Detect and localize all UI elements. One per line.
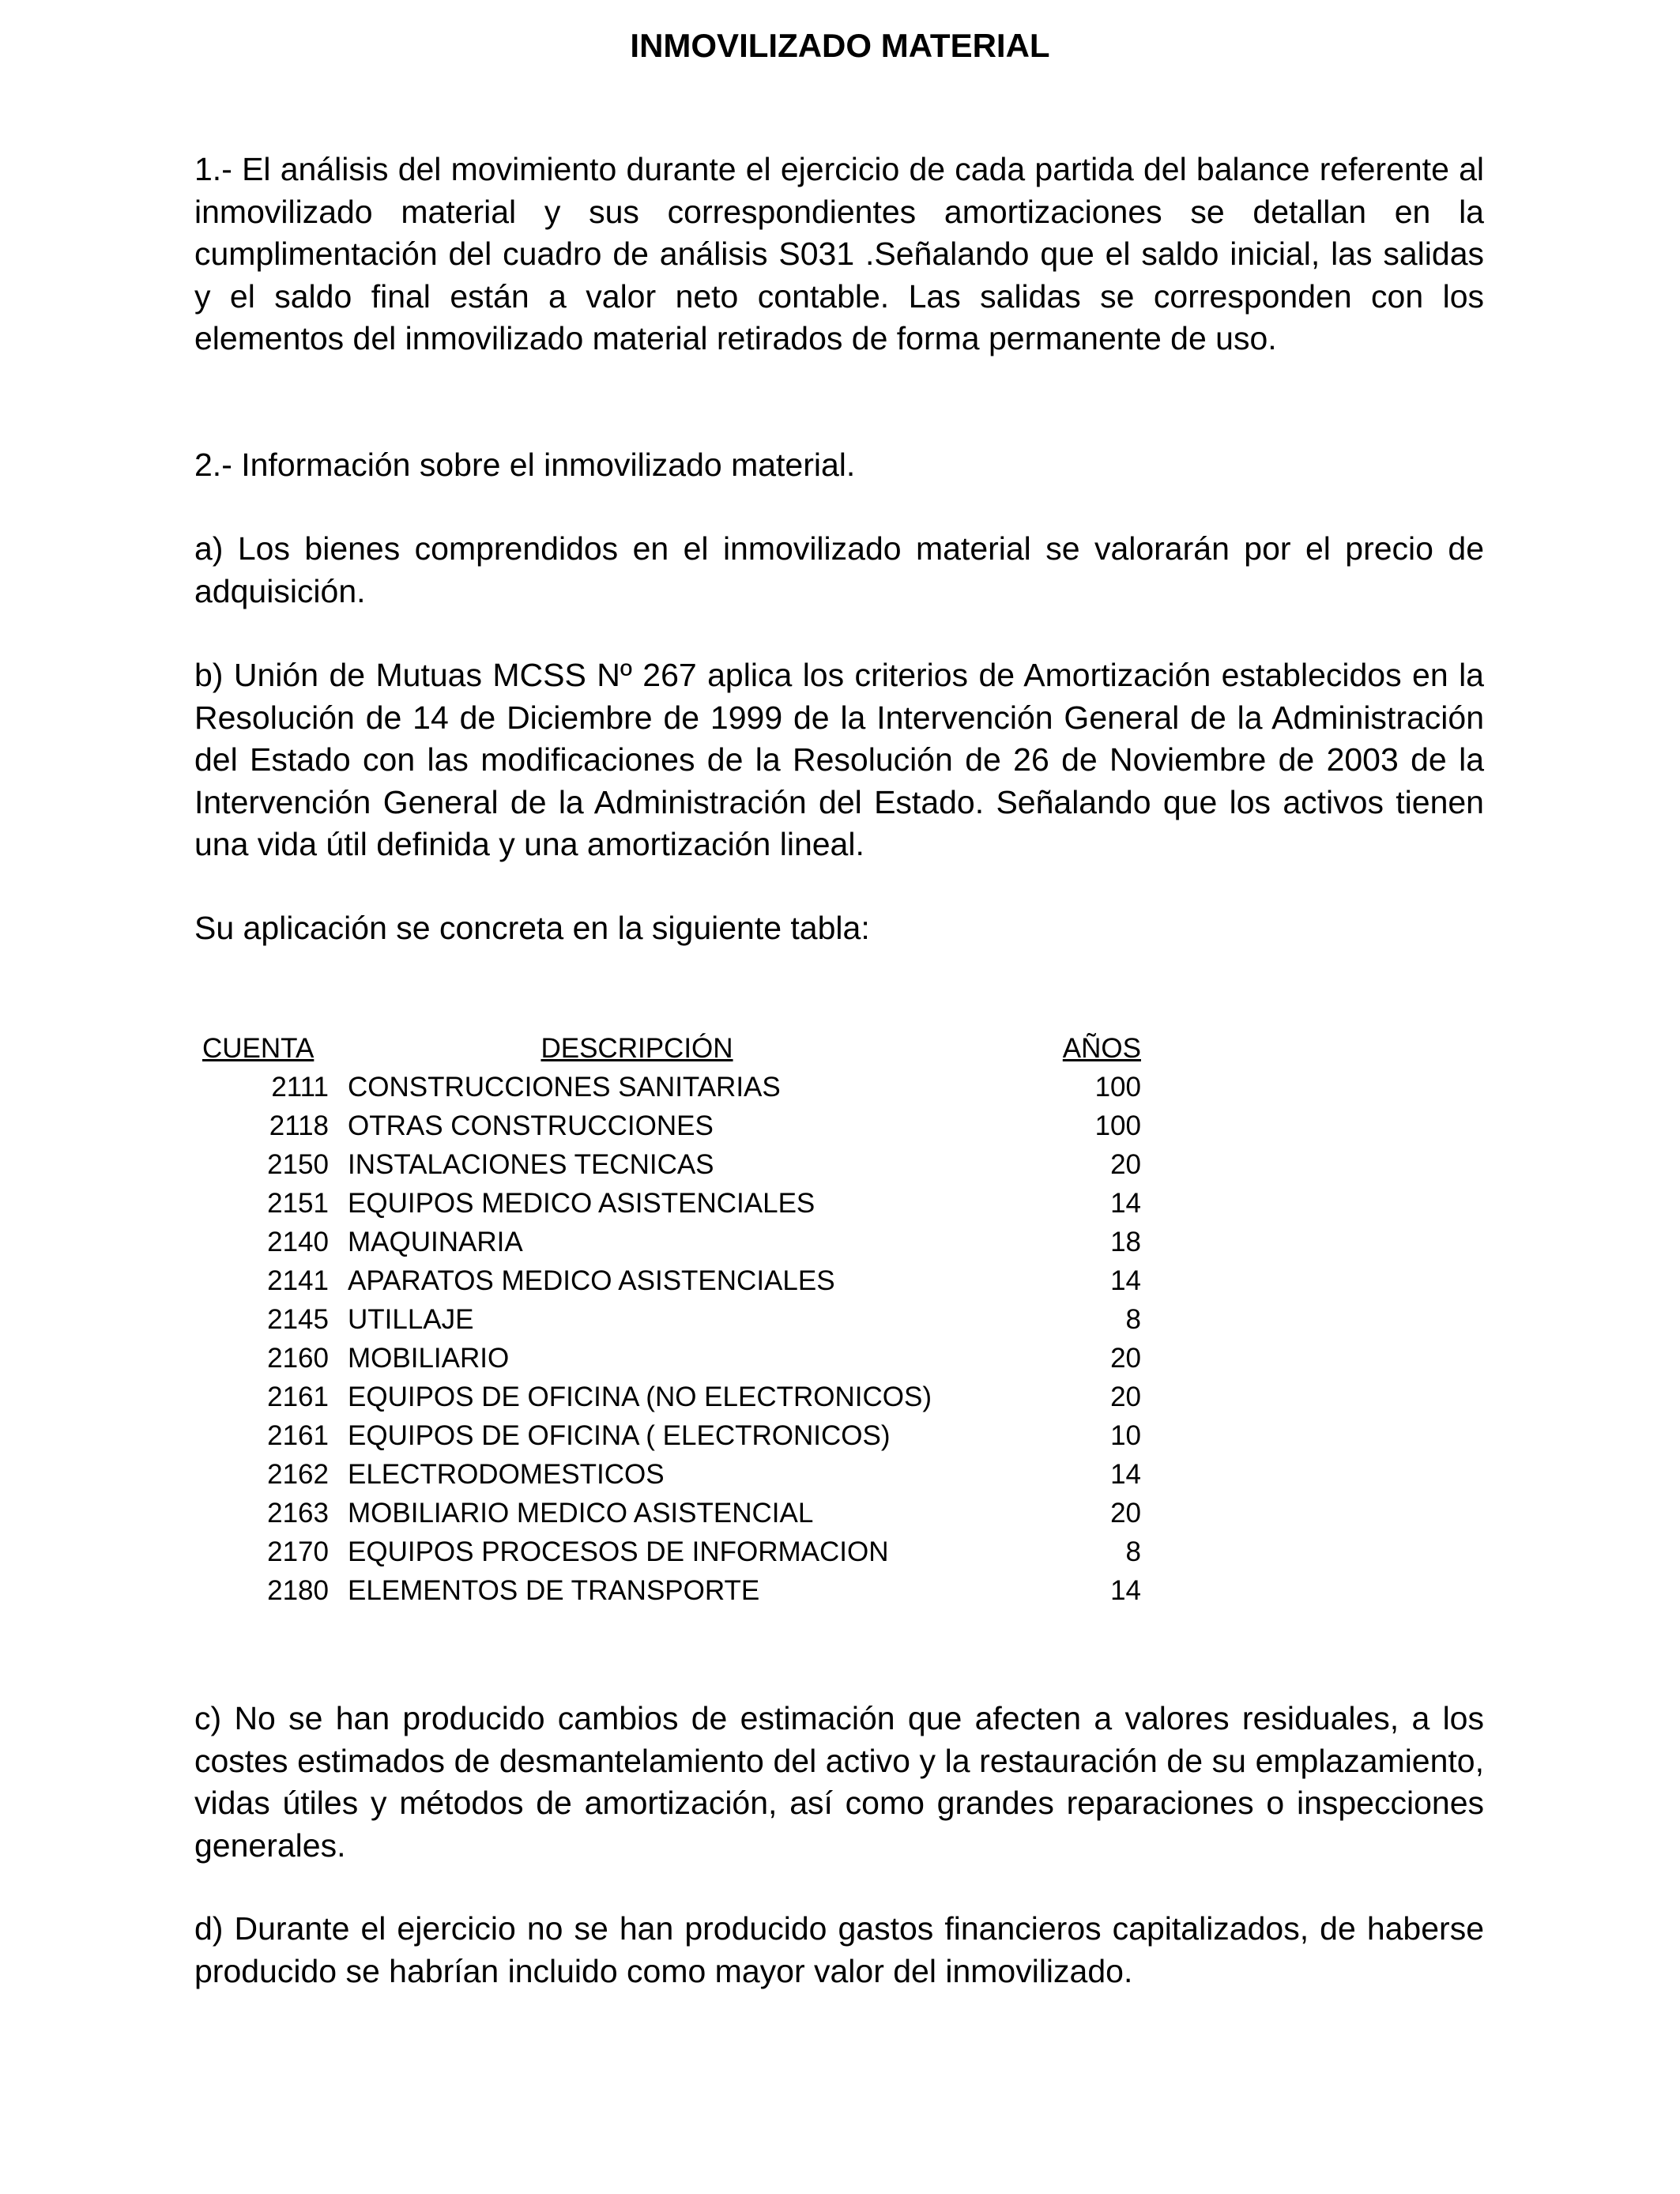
cell-cuenta: 2161 — [267, 1420, 329, 1451]
table-row — [202, 1068, 1141, 1106]
cell-cuenta: 2180 — [267, 1575, 329, 1606]
cell-anos: 14 — [1110, 1265, 1141, 1296]
cell-anos: 100 — [1094, 1072, 1141, 1103]
table-row — [202, 1145, 1141, 1184]
paragraph-b-table-intro: Su aplicación se concreta en la siguiente tabla: — [194, 910, 870, 946]
cell-cuenta: 2141 — [267, 1265, 329, 1296]
cell-descripcion: APARATOS MEDICO ASISTENCIALES — [348, 1265, 835, 1296]
cell-descripcion: CONSTRUCCIONES SANITARIAS — [348, 1072, 781, 1103]
cell-cuenta: 2162 — [267, 1459, 329, 1490]
cell-anos: 14 — [1110, 1459, 1141, 1490]
table-row — [202, 1571, 1141, 1610]
cell-descripcion: ELEMENTOS DE TRANSPORTE — [348, 1575, 760, 1606]
cell-descripcion: EQUIPOS DE OFICINA (NO ELECTRONICOS) — [348, 1382, 932, 1412]
paragraph-a: a) Los bienes comprendidos en el inmovilizado material se valorarán por el precio de adquisición. — [194, 530, 1484, 609]
cell-anos: 8 — [1125, 1536, 1141, 1567]
cell-anos: 20 — [1110, 1498, 1141, 1529]
cell-descripcion: INSTALACIONES TECNICAS — [348, 1149, 714, 1180]
cell-anos: 20 — [1110, 1382, 1141, 1412]
cell-anos: 100 — [1094, 1110, 1141, 1141]
cell-cuenta: 2111 — [271, 1072, 329, 1103]
page-title: INMOVILIZADO MATERIAL — [630, 27, 1050, 64]
cell-anos: 10 — [1110, 1420, 1141, 1451]
table-row — [202, 1300, 1141, 1339]
table-row — [202, 1261, 1141, 1300]
cell-descripcion: EQUIPOS PROCESOS DE INFORMACION — [348, 1536, 889, 1567]
cell-descripcion: MAQUINARIA — [348, 1227, 523, 1257]
cell-descripcion: ELECTRODOMESTICOS — [348, 1459, 665, 1490]
table-row — [202, 1223, 1141, 1261]
header-cuenta: CUENTA — [202, 1033, 315, 1064]
table-row — [202, 1378, 1141, 1416]
cell-anos: 8 — [1125, 1304, 1141, 1335]
table-row — [202, 1184, 1141, 1223]
cell-descripcion: UTILLAJE — [348, 1304, 474, 1335]
cell-cuenta: 2161 — [267, 1382, 329, 1412]
cell-cuenta: 2118 — [269, 1110, 329, 1141]
cell-descripcion: EQUIPOS DE OFICINA ( ELECTRONICOS) — [348, 1420, 891, 1451]
cell-descripcion: MOBILIARIO MEDICO ASISTENCIAL — [348, 1498, 814, 1529]
cell-cuenta: 2170 — [267, 1536, 329, 1567]
paragraph-c: c) No se han producido cambios de estimación que afecten a valores residuales, a los costes estimados de desmantelamiento del activo y la restauración de su emplazamiento, vidas útiles y métodos de amortización, así como grandes reparaciones o inspecciones generales. — [194, 1700, 1484, 1864]
cell-cuenta: 2140 — [267, 1227, 329, 1257]
table-row — [202, 1532, 1141, 1571]
cell-anos: 20 — [1110, 1343, 1141, 1374]
cell-anos: 18 — [1110, 1227, 1141, 1257]
table-row — [202, 1339, 1141, 1378]
header-descripcion: DESCRIPCIÓN — [541, 1033, 733, 1064]
header-anos: AÑOS — [1062, 1033, 1141, 1064]
table-row — [202, 1106, 1141, 1145]
table-row — [202, 1494, 1141, 1532]
paragraph-2: 2.- Información sobre el inmovilizado material. — [194, 447, 856, 483]
cell-descripcion: EQUIPOS MEDICO ASISTENCIALES — [348, 1188, 816, 1219]
cell-cuenta: 2145 — [267, 1304, 329, 1335]
cell-descripcion: MOBILIARIO — [348, 1343, 510, 1374]
paragraph-d: d) Durante el ejercicio no se han producido gastos financieros capitalizados, de haberse producido se habrían incluido como mayor valor del inmovilizado. — [194, 1910, 1484, 1989]
cell-anos: 14 — [1110, 1188, 1141, 1219]
paragraph-1: 1.- El análisis del movimiento durante el ejercicio de cada partida del balance referente al inmovilizado material y sus correspondientes amortizaciones se detallan en la cumplimentación del cuadro de análisis S031 .Señalando que el saldo inicial, las salidas y el saldo final están a valor neto contable. Las salidas se corresponden con los elementos del inmovilizado material retirados de forma permanente de uso. — [194, 151, 1484, 357]
cell-cuenta: 2150 — [267, 1149, 329, 1180]
table-row — [202, 1416, 1141, 1455]
cell-descripcion: OTRAS CONSTRUCCIONES — [348, 1110, 714, 1141]
table-body — [202, 1068, 1141, 1610]
cell-anos: 14 — [1110, 1575, 1141, 1606]
cell-anos: 20 — [1110, 1149, 1141, 1180]
cell-cuenta: 2160 — [267, 1343, 329, 1374]
cell-cuenta: 2151 — [267, 1188, 329, 1219]
paragraph-b: b) Unión de Mutuas MCSS Nº 267 aplica los criterios de Amortización establecidos en la Resolución de 14 de Diciembre de 1999 de la Intervención General de la Administración del Estado con las modificaciones de la Resolución de 26 de Noviembre de 2003 de la Intervención General de la Administración del Estado. Señalando que los activos tienen una vida útil definida y una amortización lineal. — [194, 657, 1484, 863]
table-header — [202, 1029, 1141, 1068]
amortization-table — [202, 1029, 1141, 1610]
table-row — [202, 1455, 1141, 1494]
cell-cuenta: 2163 — [267, 1498, 329, 1529]
